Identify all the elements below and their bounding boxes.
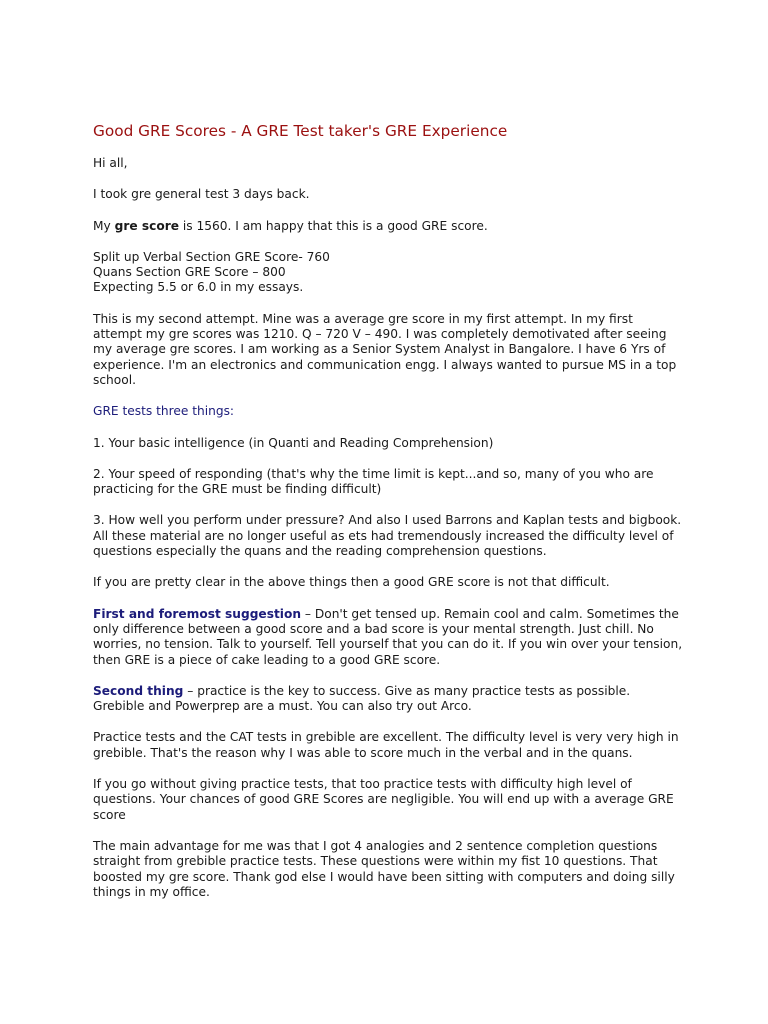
point-3-paragraph: 3. How well you perform under pressure? And also I used Barrons and Kaplan tests and bigbook. All these material are no longer useful as ets had tremendously increased the difficulty level of questions especially the quans and the reading comprehension questions. — [93, 513, 682, 559]
score-prefix: My — [93, 218, 115, 233]
split-line-quans: Quans Section GRE Score – 800 — [93, 265, 286, 280]
intro-paragraph: I took gre general test 3 days back. — [93, 187, 310, 202]
split-paragraph — [93, 250, 683, 296]
split-line-verbal: Split up Verbal Section GRE Score- 760 — [93, 249, 330, 264]
without-practice-paragraph: If you go without giving practice tests, that too practice tests with difficulty high level of questions. Your chances of good GRE Scores are negligible. You will end up with a average GRE score — [93, 777, 674, 822]
first-suggestion-lead: First and foremost suggestion — [93, 606, 302, 621]
page-title: Good GRE Scores - A GRE Test taker's GRE Experience — [93, 122, 508, 140]
tests-heading: GRE tests three things: — [93, 404, 235, 419]
point-1-paragraph: 1. Your basic intelligence (in Quanti and Reading Comprehension) — [93, 435, 494, 450]
second-thing-lead: Second thing — [93, 683, 184, 698]
document-body — [93, 156, 683, 916]
main-advantage-paragraph: The main advantage for me was that I got 4 analogies and 2 sentence completion questions straight from grebible practice tests. These questions were within my fist 10 questions. That boosted my gre score. Thank god else I would have been sitting with computers and doing silly things in my office. — [93, 838, 675, 899]
second-thing-text: – practice is the key to success. Give as many practice tests as possible. Grebible and Powerprep are a must. You can also try out Arco. — [93, 683, 631, 714]
clear-line-paragraph: If you are pretty clear in the above things then a good GRE score is not that difficult. — [93, 575, 610, 590]
point-2-paragraph: 2. Your speed of responding (that's why the time limit is kept...and so, many of you who are practicing for the GRE must be finding difficult) — [93, 466, 654, 497]
second-thing-paragraph — [93, 684, 683, 715]
practice-tests-paragraph: Practice tests and the CAT tests in grebible are excellent. The difficulty level is very very high in grebible. That's the reason why I was able to score much in the verbal and in the quans. — [93, 730, 679, 760]
score-suffix: is 1560. I am happy that this is a good GRE score. — [178, 218, 488, 233]
split-line-essays: Expecting 5.5 or 6.0 in my essays. — [93, 280, 304, 295]
second-attempt-paragraph: This is my second attempt. Mine was a average gre score in my first attempt. In my first attempt my gre scores was 1210. Q – 720 V – 490. I was completely demotivated after seeing my average gre scores. I am working as a Senior System Analyst in Bangalore. I have 6 Yrs of experience. I'm an electronics and communication engg. I always wanted to pursue MS in a top school. — [93, 311, 677, 387]
first-suggestion-text: – Don't get tensed up. Remain cool and calm. Sometimes the only difference between a good score and a bad score is your mental strength. Just chill. No worries, no tension. Talk to yourself. Tell yourself that you can do it. If you win over your tension, then GRE is a piece of cake leading to a good GRE score. — [93, 606, 683, 667]
score-paragraph — [93, 219, 683, 234]
score-bold-term: gre score — [114, 218, 179, 233]
greeting-paragraph: Hi all, — [93, 156, 128, 170]
first-suggestion-paragraph — [93, 607, 683, 668]
